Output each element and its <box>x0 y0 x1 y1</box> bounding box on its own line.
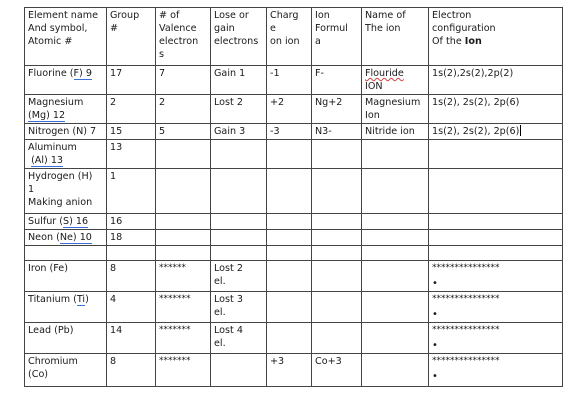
atomic-number: 10 <box>76 232 92 243</box>
cell-valence[interactable]: 5 <box>156 124 211 140</box>
cell-charge[interactable]: +2 <box>267 95 312 124</box>
lose-gain-line: Lost 2 <box>214 263 243 274</box>
header-line: Group <box>110 10 140 21</box>
cell-element[interactable]: Nitrogen (N) 7 <box>25 124 107 140</box>
cell-ion-name[interactable]: Nitride ion <box>362 124 429 140</box>
header-line: Formul <box>315 23 348 34</box>
header-line: Atomic # <box>28 36 73 47</box>
cell-ion-name[interactable] <box>362 261 429 292</box>
element-symbol: S) <box>63 216 73 227</box>
cell-element[interactable] <box>25 95 107 124</box>
cell-formula[interactable]: F- <box>312 66 362 95</box>
cell-lose-gain[interactable]: Gain 3 <box>211 124 267 140</box>
cell-empty[interactable] <box>362 246 429 261</box>
ion-name-line: Flouride <box>365 68 404 79</box>
header-group[interactable] <box>107 8 156 66</box>
table-row <box>25 292 563 323</box>
element-name: Fluorine ( <box>28 68 74 79</box>
element-symbol: (Al) <box>31 155 48 166</box>
bullet-icon: • <box>432 371 438 382</box>
header-line: Ion <box>315 10 330 21</box>
cell-empty[interactable] <box>211 246 267 261</box>
cell-charge[interactable]: -1 <box>267 66 312 95</box>
header-line: e <box>270 23 276 34</box>
cell-empty[interactable] <box>312 246 362 261</box>
cell-element[interactable] <box>25 230 107 246</box>
cell-lose-gain[interactable] <box>211 169 267 214</box>
element-note: Making anion <box>28 197 93 208</box>
element-name: Hydrogen (H) <box>28 171 93 182</box>
cell-valence[interactable] <box>156 140 211 169</box>
cell-formula[interactable] <box>312 323 362 354</box>
cell-charge[interactable] <box>267 323 312 354</box>
cell-lose-gain[interactable]: Lost 2 <box>211 95 267 124</box>
cell-config[interactable] <box>429 169 563 214</box>
cell-ion-name[interactable] <box>362 214 429 230</box>
header-row <box>25 8 563 66</box>
bullet-icon: • <box>432 340 438 351</box>
lose-gain-line: el. <box>214 276 226 287</box>
element-name: Titanium ( <box>28 294 77 305</box>
header-line: on ion <box>270 36 300 47</box>
header-element[interactable] <box>25 8 107 66</box>
cell-charge[interactable]: -3 <box>267 124 312 140</box>
cell-lose-gain[interactable] <box>211 354 267 387</box>
element-symbol-line <box>28 154 103 167</box>
text-cursor <box>520 125 521 136</box>
cell-config[interactable] <box>429 140 563 169</box>
table-row <box>25 230 563 246</box>
cell-config[interactable] <box>429 323 563 354</box>
cell-ion-name[interactable] <box>362 230 429 246</box>
table-row-blank <box>25 246 563 261</box>
header-line: electrons <box>214 36 259 47</box>
atomic-number: 1 <box>28 184 35 195</box>
cell-formula[interactable] <box>312 140 362 169</box>
periodic-ion-table <box>24 7 563 387</box>
header-bold-text: Ion <box>464 36 482 47</box>
cell-formula[interactable] <box>312 214 362 230</box>
cell-charge[interactable] <box>267 230 312 246</box>
cell-group[interactable]: 2 <box>107 95 156 124</box>
cell-ion-name[interactable] <box>362 95 429 124</box>
cell-formula[interactable] <box>312 292 362 323</box>
cell-formula[interactable] <box>312 169 362 214</box>
element-paren: ) <box>85 294 89 305</box>
atomic-number: 13 <box>47 155 64 166</box>
header-line: Valence <box>159 23 197 34</box>
header-line: # <box>110 23 119 34</box>
cell-formula[interactable]: N3- <box>312 124 362 140</box>
cell-element[interactable] <box>25 214 107 230</box>
cell-config[interactable] <box>429 124 563 140</box>
header-line: Name of <box>365 10 406 21</box>
cell-valence[interactable]: ******* <box>156 323 211 354</box>
table-row <box>25 169 563 214</box>
cell-group[interactable]: 1 <box>107 169 156 214</box>
cell-empty[interactable] <box>156 246 211 261</box>
cell-charge[interactable] <box>267 169 312 214</box>
header-line: electron <box>159 36 199 47</box>
header-line <box>432 35 559 48</box>
lose-gain-line: Lost 4 <box>214 325 243 336</box>
cell-group[interactable]: 8 <box>107 261 156 292</box>
cell-group[interactable]: 8 <box>107 354 156 387</box>
cell-formula[interactable]: Co+3 <box>312 354 362 387</box>
cell-ion-name[interactable] <box>362 66 429 95</box>
cell-config[interactable] <box>429 354 563 387</box>
cell-element[interactable] <box>25 354 107 387</box>
header-valence[interactable] <box>156 8 211 66</box>
header-ion-name[interactable] <box>362 8 429 66</box>
table-row <box>25 354 563 387</box>
cell-charge[interactable] <box>267 140 312 169</box>
element-name: Aluminum <box>28 142 77 153</box>
header-line: gain <box>214 23 235 34</box>
cell-empty[interactable] <box>107 246 156 261</box>
header-line: And symbol, <box>28 23 88 34</box>
cell-valence[interactable]: 2 <box>156 95 211 124</box>
cell-element[interactable] <box>25 169 107 214</box>
cell-valence[interactable]: ******* <box>156 292 211 323</box>
header-config[interactable] <box>429 8 563 66</box>
header-line: Electron <box>432 10 472 21</box>
cell-config[interactable] <box>429 230 563 246</box>
cell-empty[interactable] <box>267 246 312 261</box>
cell-config[interactable]: 1s(2), 2s(2), 2p(6) <box>429 95 563 124</box>
cell-valence[interactable] <box>156 230 211 246</box>
bullet-icon: • <box>432 309 438 320</box>
ion-name-line: ION <box>365 81 383 92</box>
cell-lose-gain[interactable] <box>211 214 267 230</box>
header-line: Charg <box>270 10 299 21</box>
element-name: Neon ( <box>28 232 60 243</box>
cell-config[interactable] <box>429 292 563 323</box>
lose-gain-line: el. <box>214 307 226 318</box>
cell-formula[interactable] <box>312 230 362 246</box>
header-line: a <box>315 36 321 47</box>
cell-valence[interactable]: ****** <box>156 261 211 292</box>
atomic-number: 16 <box>72 216 89 227</box>
cell-valence[interactable]: ******* <box>156 354 211 387</box>
header-line: # of <box>159 10 180 21</box>
cell-element[interactable]: Iron (Fe) <box>25 261 107 292</box>
header-text: Of the <box>432 36 465 47</box>
cell-config[interactable] <box>429 261 563 292</box>
cell-group[interactable]: 4 <box>107 292 156 323</box>
cell-valence[interactable] <box>156 214 211 230</box>
cell-group[interactable]: 13 <box>107 140 156 169</box>
header-charge[interactable] <box>267 8 312 66</box>
cell-config[interactable] <box>429 214 563 230</box>
element-name: Chromium <box>28 356 78 367</box>
atomic-number: 9 <box>82 68 92 79</box>
cell-group[interactable]: 18 <box>107 230 156 246</box>
cell-valence[interactable] <box>156 169 211 214</box>
element-symbol-line <box>28 109 103 122</box>
cell-formula[interactable]: Ng+2 <box>312 95 362 124</box>
ion-name-line: Magnesium <box>365 97 421 108</box>
cell-lose-gain[interactable] <box>211 261 267 292</box>
config-text: *************** <box>432 356 500 366</box>
element-symbol: Ti <box>76 294 86 305</box>
cell-lose-gain[interactable]: Gain 1 <box>211 66 267 95</box>
config-text: 1s(2), 2s(2), 2p(6) <box>432 126 520 137</box>
cell-config[interactable]: 1s(2),2s(2),2p(2) <box>429 66 563 95</box>
cell-ion-name[interactable] <box>362 354 429 387</box>
document-page <box>24 7 563 387</box>
header-formula[interactable] <box>312 8 362 66</box>
cell-empty[interactable] <box>25 246 107 261</box>
cell-formula[interactable] <box>312 261 362 292</box>
element-name: Sulfur ( <box>28 216 64 227</box>
cell-lose-gain[interactable] <box>211 140 267 169</box>
cell-ion-name[interactable] <box>362 292 429 323</box>
cell-element[interactable] <box>25 140 107 169</box>
header-line: s <box>159 49 164 60</box>
element-symbol: Ne) <box>59 232 77 243</box>
table-row <box>25 261 563 292</box>
lose-gain-line: el. <box>214 338 226 349</box>
cell-ion-name[interactable] <box>362 323 429 354</box>
config-text: *************** <box>432 263 500 273</box>
header-lose-gain[interactable] <box>211 8 267 66</box>
cell-charge[interactable] <box>267 214 312 230</box>
table-row <box>25 95 563 124</box>
cell-lose-gain[interactable] <box>211 323 267 354</box>
cell-valence[interactable]: 7 <box>156 66 211 95</box>
element-symbol: (Mg) <box>28 110 50 121</box>
cell-ion-name[interactable] <box>362 169 429 214</box>
element-symbol: (Co) <box>28 369 49 380</box>
cell-element[interactable] <box>25 66 107 95</box>
cell-charge[interactable] <box>267 292 312 323</box>
table-row <box>25 66 563 95</box>
ion-name-line: Ion <box>365 110 380 121</box>
cell-lose-gain[interactable] <box>211 230 267 246</box>
cell-element[interactable] <box>25 292 107 323</box>
table-row <box>25 124 563 140</box>
bullet-icon: • <box>432 278 438 289</box>
cell-lose-gain[interactable] <box>211 292 267 323</box>
config-text: *************** <box>432 294 500 304</box>
header-line: configuration <box>432 23 496 34</box>
cell-group[interactable]: 14 <box>107 323 156 354</box>
header-line: Element name <box>28 10 98 21</box>
cell-group[interactable]: 15 <box>107 124 156 140</box>
cell-ion-name[interactable] <box>362 140 429 169</box>
atomic-number: 12 <box>49 110 66 121</box>
header-line: The ion <box>365 23 401 34</box>
table-row <box>25 140 563 169</box>
element-name: Magnesium <box>28 97 84 108</box>
cell-element[interactable]: Lead (Pb) <box>25 323 107 354</box>
header-line: Lose or <box>214 10 249 21</box>
cell-empty[interactable] <box>429 246 563 261</box>
cell-group[interactable]: 16 <box>107 214 156 230</box>
cell-charge[interactable] <box>267 261 312 292</box>
element-symbol: F) <box>73 68 83 79</box>
cell-charge[interactable]: +3 <box>267 354 312 387</box>
cell-group[interactable]: 17 <box>107 66 156 95</box>
config-text: *************** <box>432 325 500 335</box>
table-row <box>25 323 563 354</box>
lose-gain-line: Lost 3 <box>214 294 243 305</box>
table-row <box>25 214 563 230</box>
